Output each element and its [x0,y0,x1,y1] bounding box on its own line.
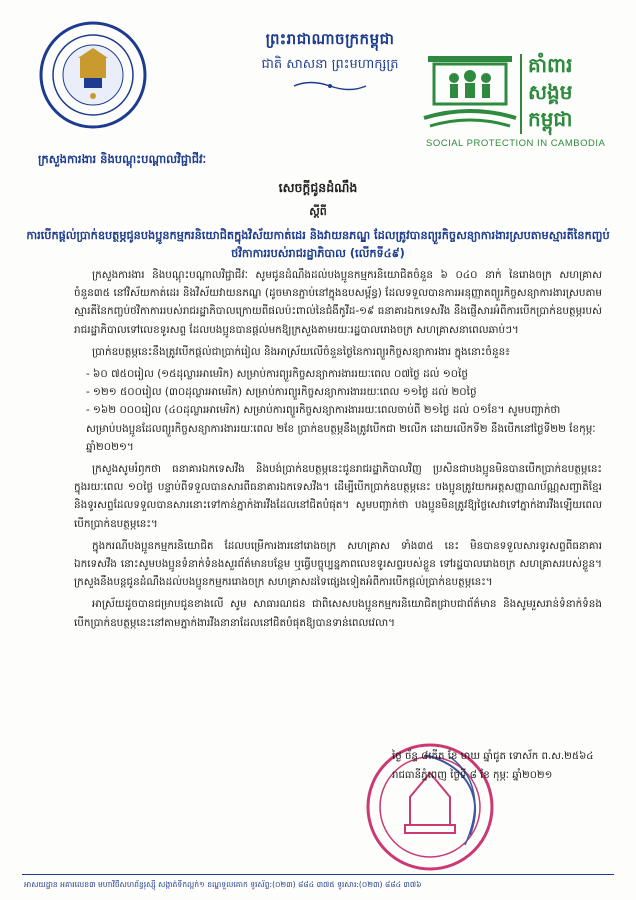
body-paragraph-3: ក្រសួងសូមរំឭកថា ធនាគារឯកទេសវីង និងបង់ប្រាក់ឧបត្ថម្ភនេះជូនរាជរដ្ឋាភិបាលវិញ ប្រសិនជាបងប្អូនមិនបានបើកប្រាក់ឧបត្ថម្ភនេះ ក្នុងរយៈពេល ១០ថ្ងៃ បន្ទាប់ពីទទួលបានសារពីធនាគារឯកទេសវីង។ ដើម្បីបើកប្រាក់ឧបត្ថម្ភនេះ បងប្អូនត្រូវយកអត្តសញ្ញាណប័ណ្ណសញ្ជាតិខ្មែរ និងទូរសព្ទដែលទទួលបានសារនោះទៅកាន់ភ្នាក់ងារវីងដែលនៅជិតបំផុត។ សូមបញ្ជាក់ថា បងប្អូនមិនត្រូវឱ្យថ្លៃសេវាទៅភ្នាក់ងារវីងឡើយពេលបើកប្រាក់ឧបត្ថម្ភនេះ។ [74,463,602,530]
social-protection-caption: SOCIAL PROTECTION IN CAMBODIA [426,138,606,149]
notice-subject: ការបើកផ្តល់ប្រាក់ឧបត្ថម្ភជូនបងប្អូនកម្មករនិយោជិតក្នុងវិស័យកាត់ដេរ និងវាយនភណ្ឌ ដែលត្រូវបានព្យួរកិច្ចសន្យាការងារស្របតាមស្មារតីនៃកញ្ចប់ថវិកាការរបស់រាជរដ្ឋាភិបាល (លើកទី៤៩) [26,229,610,260]
national-motto: ជាតិ សាសនា ព្រះមហាក្សត្រ [261,57,399,72]
allowance-list [86,365,602,456]
footer-divider [22,874,614,875]
footer-address: អាសយដ្ឋាន អគារលេខ៣ មហាវិថីសហព័ន្ធរុស្ស៊ី សង្កាត់ទឹកល្អក់១ ខណ្ឌទួលគោក ទូរស័ព្ទ:(០២៣) ៨៨៤ ៣៧៥ ទូរសារ:(០២៣) ៨៨៤ ៣៧៦ [24,880,422,889]
sp-wordmark-line-2: សង្គម [528,80,573,104]
allowance-item: - ១៦២ ០០០រៀល (៤០ដុល្លារអាមេរិក) សម្រាប់ការព្យួរកិច្ចសន្យាការងាររយៈពេលចាប់ពី ២១ថ្ងៃ ដល់ ០១ខែ។ សូមបញ្ជាក់ថា សម្រាប់បងប្អូនដែលព្យួរកិច្ចសន្យាការងាររយៈពេល ២ខែ ប្រាក់ឧបត្ថម្ភនឹងត្រូវបើកជា ២លើក ដោយលើកទី២ នឹងបើកនៅថ្ងៃទី២២ ខែកុម្ភៈ ឆ្នាំ២០២១។ [86,404,596,453]
sp-wordmark-line-1: គាំពារ [528,53,573,77]
social-protection-wordmark [528,52,572,133]
body-paragraph-2: ប្រាក់ឧបត្ថម្ភនេះនឹងត្រូវបើកផ្តល់ជាប្រាក់រៀល និងអាស្រ័យលើចំនួនថ្ងៃនៃការព្យួរកិច្ចសន្យាការងារ ក្នុងនោះចំនួន៖ [92,345,510,358]
kingdom-title: ព្រះរាជាណាចក្រកម្ពុជា [265,30,395,48]
solar-date: រាជធានីភ្នំពេញ ថ្ងៃទី ៨ ខែ កុម្ភៈ ឆ្នាំ២០២១ [392,770,553,782]
ministry-name: ក្រសួងការងារ និងបណ្តុះបណ្តាលវិជ្ជាជីវៈ [38,152,207,166]
notice-title-block [20,180,616,262]
body-paragraph-5: អាស្រ័យដូចបានជម្រាបជូនខាងលើ សូម សាធារណជន ជាពិសេសបងប្អូនកម្មករនិយោជិតជ្រាបជាព័ត៌មាន និងសូមរួសរាន់ទំនាក់ទំនងបើកប្រាក់ឧបត្ថម្ភនេះនៅតាមភ្នាក់ងារវីងនានាដែលនៅជិតបំផុតឱ្យបានទាន់ពេលវេលា។ [74,598,602,629]
notice-title: សេចក្តីជូនដំណឹង [278,180,358,195]
body-paragraph-4: ក្នុងករណីបងប្អូនកម្មករនិយោជិត ដែលបម្រើការងារនៅរោងចក្រ សហគ្រាស ទាំង៣៥ នេះ មិនបានទទួលសារទូរសព្ទពីធនាគារឯកទេសវីង នោះសូមបងប្អូនទំនាក់ទំនងសួរព័ត៌មានបន្ថែម ឬធ្វើបច្ចុប្បន្នភាពលេខទូរសព្ទរបស់ខ្លួន ទៅរដ្ឋបាលរោងចក្រ សហគ្រាសរបស់ខ្លួន។ ក្រសួងនឹងបន្តជូនដំណឹងដល់បងប្អូនកម្មកររោងចក្រ សហគ្រាសដទៃផ្សេងទៀតអំពីការបើកផ្តល់ប្រាក់ឧបត្ថម្ភនេះ។ [74,539,602,589]
allowance-item: - ៦០ ៧៥០រៀល (១៥ដុល្លារអាមេរិក) សម្រាប់ការព្យួរកិច្ចសន្យាការងាររយៈពេល ០៧ថ្ងៃ ដល់ ១០ថ្ងៃ [86,368,468,381]
ministry-seal-logo [38,20,148,130]
lunar-date: ថ្ងៃ ច័ន្ទ ៨កើត ខែ មាឃ ឆ្នាំជូត ទោស័ក ព.ស.២៥៦៤ [392,751,594,762]
sp-wordmark-line-3: កម្ពុជា [528,107,573,131]
notice-body [74,266,602,636]
flourish-ornament-icon [290,79,370,93]
notice-subject-label: ស្តីពី [309,205,327,218]
allowance-item: - ១២១ ៥០០រៀល (៣០ដុល្លារអាមេរិក) សម្រាប់ការព្យួរកិច្ចសន្យាការងាររយៈពេល ១១ថ្ងៃ ដល់ ២០ថ្ងៃ [86,386,477,399]
kingdom-header [225,30,435,97]
body-paragraph-1: ក្រសួងការងារ និងបណ្តុះបណ្តាលវិជ្ជាជីវៈ សូមជូនដំណឹងដល់បងប្អូនកម្មករនិយោជិតចំនួន ៦ ០៤០ នាក់ នៃរោងចក្រ សហគ្រាស ចំនួន៣៥ នៅវិស័យកាត់ដេរ និងវិស័យវាយនភណ្ឌ (ដូចមានភ្ជាប់នៅក្នុងឧបសម្ព័ន្ធ) ដែលទទួលបានការអនុញ្ញាតព្យួរកិច្ចសន្យាការងារស្របតាមស្មារតីនៃកញ្ចប់ថវិកាការរបស់រាជរដ្ឋាភិបាលក្រោយពីផលប៉ះពាល់នៃជំងឺកូវីដ-១៩ ធនាគារឯកទេសវីង នឹងផ្ញើសារអំពីការបើកប្រាក់ឧបត្ថម្ភរបស់រាជរដ្ឋាភិបាលទៅលេខទូរសព្ទ ដែលបងប្អូនបានផ្តល់មកឱ្យក្រសួងតាមរយៈរដ្ឋបាលរោងចក្រ សហគ្រាសនាពេលឆាប់ៗ។ [74,269,602,336]
date-block [392,747,602,786]
